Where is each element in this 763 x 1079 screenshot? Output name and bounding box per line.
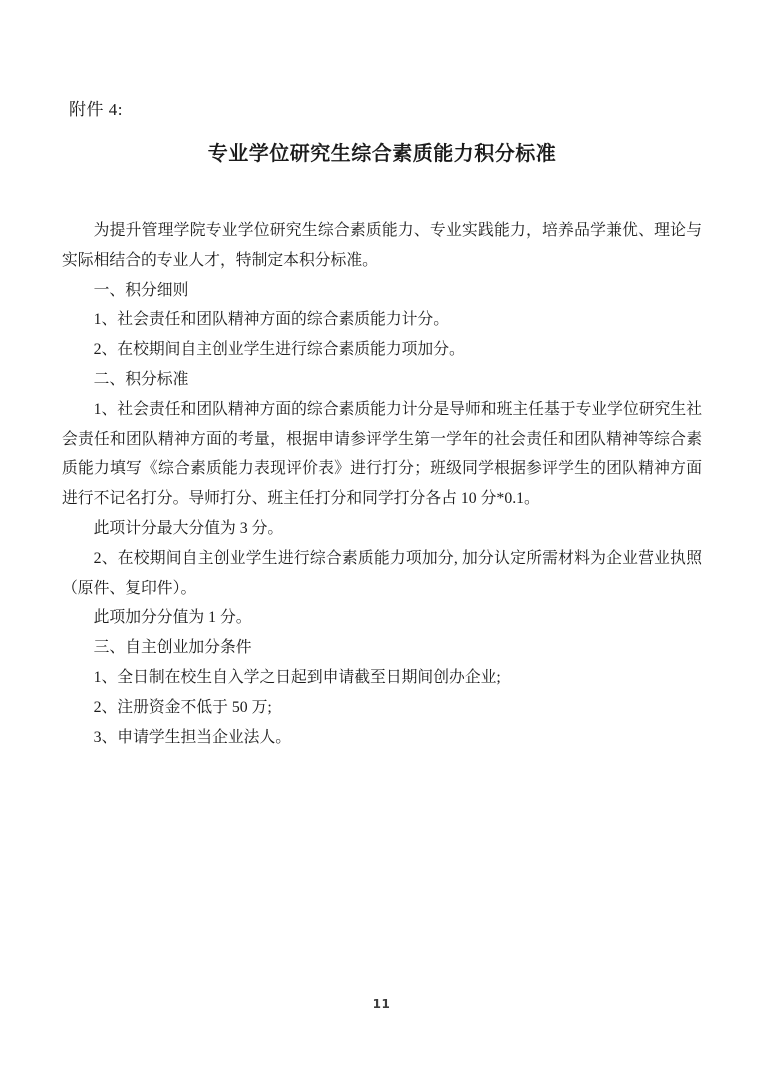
body-paragraph: 2、在校期间自主创业学生进行综合素质能力项加分。: [93, 341, 465, 359]
document-body: [62, 216, 702, 752]
body-paragraph: 1、社会责任和团队精神方面的综合素质能力计分。: [93, 311, 450, 329]
body-paragraph: 此项计分最大分值为 3 分。: [93, 519, 284, 537]
document-title: 专业学位研究生综合素质能力积分标准: [207, 143, 557, 165]
body-paragraph: 2、在校期间自主创业学生进行综合素质能力项加分, 加分认定所需材料为企业营业执照（原件、复印件）。: [62, 549, 702, 597]
section-heading-3: 三、自主创业加分条件: [93, 639, 252, 657]
document-content: [62, 0, 702, 752]
body-paragraph-intro: 为提升管理学院专业学位研究生综合素质能力、专业实践能力，培养品学兼优、理论与实际相结合的专业人才，特制定本积分标准。: [62, 222, 702, 269]
page-number: 11: [372, 997, 391, 1011]
body-paragraph: 1、社会责任和团队精神方面的综合素质能力计分是导师和班主任基于专业学位研究生社会责任和团队精神方面的考量，根据申请参评学生第一学年的社会责任和团队精神等综合素质能力填写《综合素质能力表现评价表》进行打分；班级同学根据参评学生的团队精神方面进行不记名打分。导师打分、班主任打分和同学打分各占 10 分*0.1。: [62, 400, 702, 508]
body-paragraph: 1、全日制在校生自入学之日起到申请截至日期间创办企业;: [93, 668, 501, 686]
section-heading-2: 二、积分标准: [93, 370, 189, 388]
body-paragraph: 3、申请学生担当企业法人。: [93, 728, 292, 746]
body-paragraph: 2、注册资金不低于 50 万;: [93, 698, 272, 716]
section-heading-1: 一、积分细则: [93, 281, 189, 299]
attachment-label: 附件 4:: [69, 100, 123, 119]
body-paragraph: 此项加分分值为 1 分。: [93, 609, 252, 627]
